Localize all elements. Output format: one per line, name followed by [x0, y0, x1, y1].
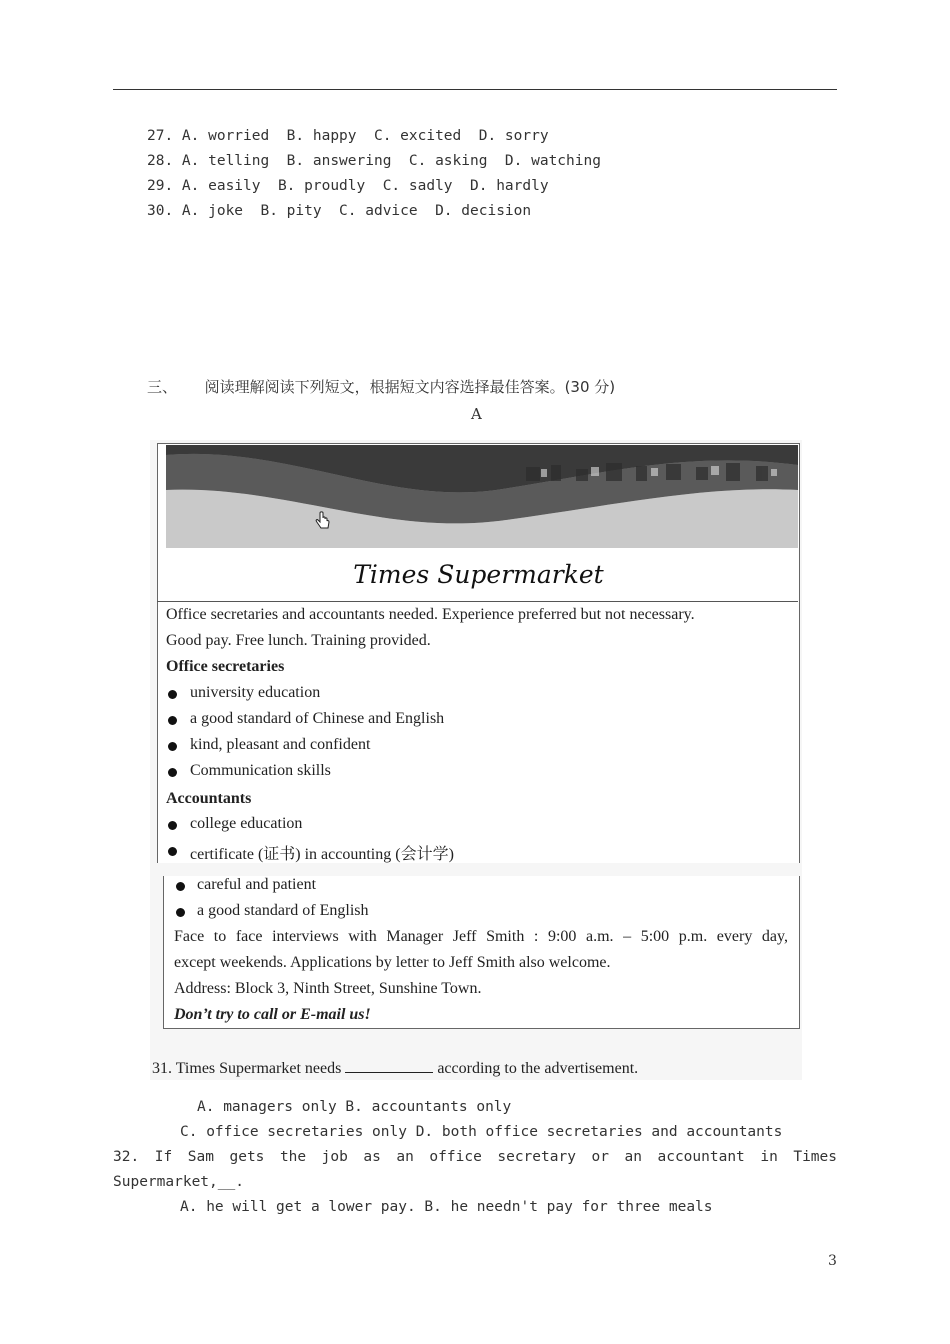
q31-stem-after: according to the advertisement. [433, 1060, 639, 1077]
bullet-icon [176, 882, 185, 891]
accountant-requirement: careful and patient [197, 876, 317, 893]
ad-address: Address: Block 3, Ninth Street, Sunshine Town. [174, 980, 482, 997]
accountants-heading: Accountants [166, 790, 252, 807]
question-31 [152, 1060, 638, 1078]
q31-stem-before: 31. Times Supermarket needs [152, 1060, 346, 1077]
secretaries-heading: Office secretaries [166, 658, 285, 675]
bullet-icon [176, 908, 185, 917]
ad-title: Times Supermarket [353, 560, 604, 589]
page-number: 3 [828, 1253, 837, 1269]
q32-stem-line-1: 32. If Sam gets the job as an office secretary or an accountant in Times [113, 1149, 837, 1165]
passage-label: A [471, 405, 482, 423]
accountant-requirement: college education [190, 815, 303, 832]
banner-photo [166, 445, 798, 548]
answer-blank [345, 1060, 433, 1073]
secretary-requirement: Communication skills [190, 762, 331, 779]
section-number: 三、 [147, 378, 178, 396]
q32-stem-line-2: Supermarket,__. [113, 1174, 244, 1190]
ad-intro-line-2: Good pay. Free lunch. Training provided. [166, 632, 431, 649]
bullet-icon [168, 742, 177, 751]
accountant-requirement: a good standard of English [197, 902, 369, 919]
secretary-requirement: university education [190, 684, 321, 701]
bullet-icon [168, 690, 177, 699]
secretary-requirement: kind, pleasant and confident [190, 736, 371, 753]
ad-warning: Don’t try to call or E-mail us! [174, 1006, 371, 1023]
q32-options-ab: A. he will get a lower pay. B. he needn't pay for three meals [180, 1199, 713, 1215]
question-29: 29. A. easily B. proudly C. sadly D. hardly [147, 178, 549, 194]
section-heading [147, 376, 615, 397]
accountant-requirement: certificate (证书) in accounting (会计学) [190, 846, 454, 863]
question-28: 28. A. telling B. answering C. asking D. watching [147, 153, 601, 169]
q31-options-ab: A. managers only B. accountants only [197, 1099, 512, 1115]
question-30: 30. A. joke B. pity C. advice D. decision [147, 203, 532, 219]
hand-cursor-icon [314, 511, 332, 531]
interview-line-1: Face to face interviews with Manager Jeff Smith : 9:00 a.m. – 5:00 p.m. every day, [174, 928, 788, 945]
interview-line-2: except weekends. Applications by letter to Jeff Smith also welcome. [174, 954, 611, 971]
bullet-icon [168, 716, 177, 725]
bullet-icon [168, 768, 177, 777]
secretary-requirement: a good standard of Chinese and English [190, 710, 445, 727]
bullet-icon [168, 821, 177, 830]
section-title: 阅读理解阅读下列短文，根据短文内容选择最佳答案。(30 分) [204, 378, 616, 396]
banner-graphic [166, 445, 798, 548]
question-27: 27. A. worried B. happy C. excited D. sorry [147, 128, 549, 144]
bullet-icon [168, 847, 177, 856]
q31-options-cd: C. office secretaries only D. both office secretaries and accountants [180, 1124, 783, 1140]
header-rule [113, 89, 837, 90]
ad-intro-line-1: Office secretaries and accountants needed. Experience preferred but not necessary. [166, 606, 695, 623]
ad-title-rule [157, 601, 798, 602]
